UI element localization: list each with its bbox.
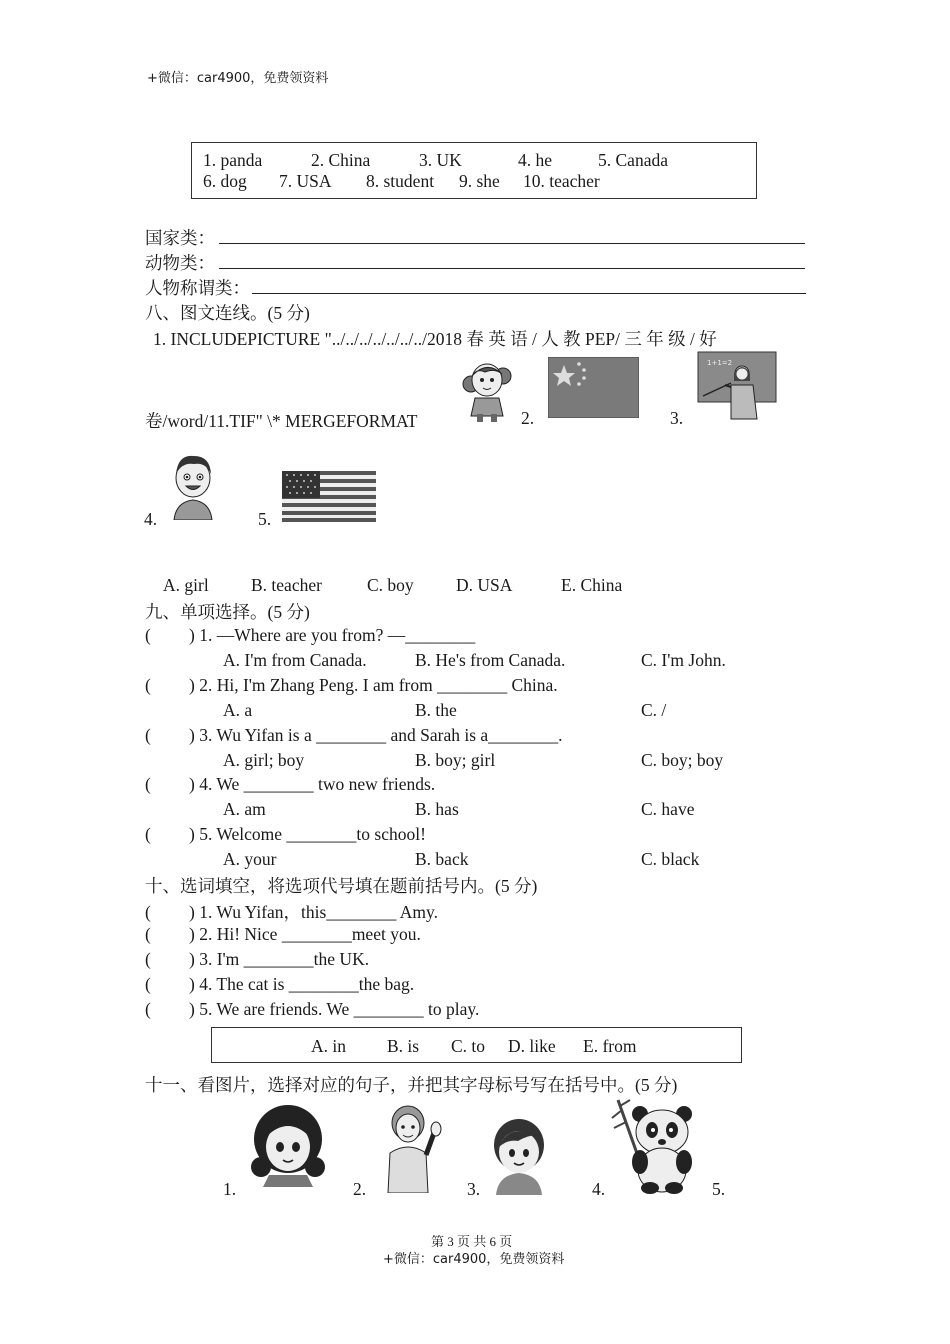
answer-paren-close: )	[189, 974, 195, 994]
section10-q5	[145, 999, 479, 1020]
section8-option-a: A. girl	[163, 575, 209, 595]
section8-line2: 卷/word/11.TIF" \* MERGEFORMAT	[145, 411, 418, 431]
answer-paren-close: )	[189, 675, 195, 695]
girl-portrait-picture	[247, 1103, 329, 1187]
section9-q3-a: A. girl; boy	[223, 750, 305, 770]
teacher-picture	[697, 351, 777, 422]
word-9: 9. she	[459, 171, 500, 191]
answer-paren-open[interactable]: (	[145, 974, 151, 994]
section10-option-b: B. is	[387, 1036, 420, 1056]
word-1: 1. panda	[203, 150, 263, 170]
watermark-bottom: +微信：car4900，免费领资料	[383, 1252, 565, 1267]
answer-paren-open[interactable]: (	[145, 824, 151, 844]
category-person-blank[interactable]	[252, 293, 806, 294]
section8-option-c: C. boy	[367, 575, 414, 595]
question-text: 5. We are friends. We ________ to play.	[199, 999, 480, 1019]
section8-title: 八、图文连线。(5 分)	[145, 303, 310, 323]
answer-paren-open[interactable]: (	[145, 725, 151, 745]
section9-q2-a: A. a	[223, 700, 253, 720]
section9-q5-b: B. back	[415, 849, 469, 869]
question-text: 4. We ________ two new friends.	[199, 774, 436, 794]
china-flag-picture	[548, 357, 639, 418]
section10-option-a: A. in	[311, 1036, 346, 1056]
section9-q2	[145, 675, 558, 696]
section11-num-5: 5.	[712, 1179, 726, 1199]
section9-q5-a: A. your	[223, 849, 277, 869]
question-text: 5. Welcome ________to school!	[199, 824, 426, 844]
boy-portrait-picture	[488, 1117, 550, 1195]
answer-paren-close: )	[189, 949, 195, 969]
answer-paren-open[interactable]: (	[145, 949, 151, 969]
word-8: 8. student	[366, 171, 435, 191]
category-country: 国家类：	[145, 228, 215, 248]
svg-text:1+1=2: 1+1=2	[707, 359, 733, 367]
section8-line1: 1. INCLUDEPICTURE "../../../../../../../2018 春 英 语 / 人 教 PEP/ 三 年 级 / 好	[153, 329, 717, 349]
question-text: 3. I'm ________the UK.	[199, 949, 370, 969]
section9-q2-c: C. /	[641, 700, 667, 720]
woman-waving-picture	[376, 1103, 444, 1193]
word-10: 10. teacher	[523, 171, 600, 191]
word-4: 4. he	[518, 150, 553, 170]
question-text: 4. The cat is ________the bag.	[199, 974, 415, 994]
section9-q1-a: A. I'm from Canada.	[223, 650, 367, 670]
page-footer: 第 3 页 共 6 页	[431, 1234, 513, 1249]
watermark-top: +微信：car4900，免费领资料	[147, 71, 329, 86]
section10-option-c: C. to	[451, 1036, 486, 1056]
section10-q4	[145, 974, 414, 995]
answer-paren-open[interactable]: (	[145, 774, 151, 794]
question-text: 1. Wu Yifan，this________ Amy.	[199, 902, 438, 922]
section10-title: 十、选词填空，将选项代号填在题前括号内。(5 分)	[145, 876, 538, 896]
section9-q4-b: B. has	[415, 799, 459, 819]
section9-q2-b: B. the	[415, 700, 457, 720]
question-text: 3. Wu Yifan is a ________ and Sarah is a________.	[199, 725, 563, 745]
answer-paren-open[interactable]: (	[145, 675, 151, 695]
section11-num-1: 1.	[223, 1179, 237, 1199]
section8-option-e: E. China	[561, 575, 623, 595]
boy-picture	[170, 452, 216, 520]
answer-paren-close: )	[189, 824, 195, 844]
question-text: 2. Hi, I'm Zhang Peng. I am from ________ China.	[199, 675, 558, 695]
word-3: 3. UK	[419, 150, 462, 170]
question-text: 2. Hi! Nice ________meet you.	[199, 924, 421, 944]
section8-num-5: 5.	[258, 509, 272, 529]
word-2: 2. China	[311, 150, 371, 170]
section9-q3-b: B. boy; girl	[415, 750, 496, 770]
question-text: 1. —Where are you from? —________	[199, 625, 476, 645]
section9-q1-c: C. I'm John.	[641, 650, 726, 670]
section9-q5	[145, 824, 426, 845]
category-animal-blank[interactable]	[219, 268, 805, 269]
usa-flag-picture	[282, 471, 376, 522]
category-person: 人物称谓类：	[145, 278, 250, 298]
section9-q1	[145, 625, 475, 646]
section9-q4-c: C. have	[641, 799, 695, 819]
answer-paren-close: )	[189, 774, 195, 794]
answer-paren-open[interactable]: (	[145, 902, 151, 922]
section9-title: 九、单项选择。(5 分)	[145, 602, 310, 622]
section9-q4-a: A. am	[223, 799, 266, 819]
answer-paren-open[interactable]: (	[145, 924, 151, 944]
answer-paren-open[interactable]: (	[145, 999, 151, 1019]
section10-q2	[145, 924, 421, 945]
section8-option-b: B. teacher	[251, 575, 322, 595]
answer-paren-close: )	[189, 625, 195, 645]
panda-picture	[610, 1098, 698, 1194]
section9-q5-c: C. black	[641, 849, 700, 869]
word-5: 5. Canada	[598, 150, 668, 170]
answer-paren-close: )	[189, 725, 195, 745]
section8-num-3: 3.	[670, 408, 684, 428]
section10-q3	[145, 949, 369, 970]
section10-option-d: D. like	[508, 1036, 556, 1056]
answer-paren-close: )	[189, 999, 195, 1019]
word-6: 6. dog	[203, 171, 247, 191]
section9-q4	[145, 774, 435, 795]
answer-paren-open[interactable]: (	[145, 625, 151, 645]
section10-q1	[145, 899, 438, 924]
section9-q3-c: C. boy; boy	[641, 750, 724, 770]
answer-paren-close: )	[189, 902, 195, 922]
section9-q3	[145, 725, 563, 746]
section8-option-d: D. USA	[456, 575, 513, 595]
category-animal: 动物类：	[145, 253, 215, 273]
section11-title: 十一、看图片，选择对应的句子，并把其字母标号写在括号中。(5 分)	[145, 1075, 678, 1095]
section11-num-4: 4.	[592, 1179, 606, 1199]
section8-num-4: 4.	[144, 509, 158, 529]
section10-option-e: E. from	[583, 1036, 637, 1056]
girl-picture	[455, 356, 515, 422]
word-7: 7. USA	[279, 171, 332, 191]
section11-num-3: 3.	[467, 1179, 481, 1199]
section8-num-2: 2.	[521, 408, 535, 428]
section9-q1-b: B. He's from Canada.	[415, 650, 566, 670]
category-country-blank[interactable]	[219, 243, 805, 244]
answer-paren-close: )	[189, 924, 195, 944]
section11-num-2: 2.	[353, 1179, 367, 1199]
